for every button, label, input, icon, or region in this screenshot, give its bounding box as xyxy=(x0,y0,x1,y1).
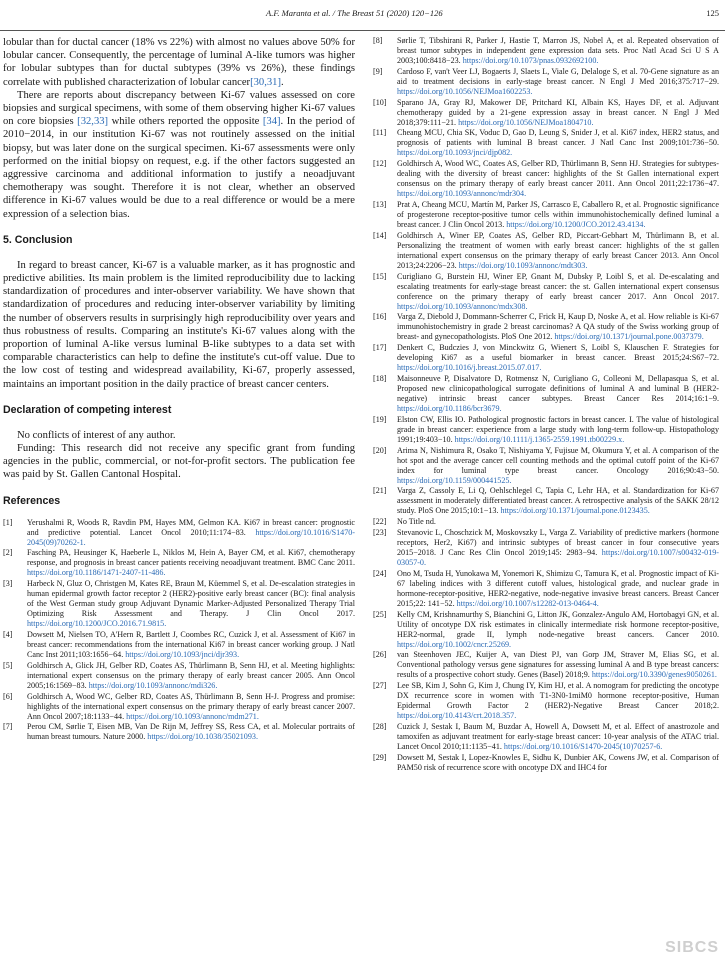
reference-item xyxy=(3,579,355,629)
running-title: A.F. Maranta et al. / The Breast 51 (2020) 120−126 xyxy=(266,8,443,18)
citation-link[interactable]: [30,31] xyxy=(250,76,281,88)
reference-citation: Cardoso F, van't Veer LJ, Bogaerts J, Slaets L, Viale G, Delaloge S, et al. 70-Gene signature as an aid to treatment decisions in early-stage breast cancer. N Engl J Med 2016;375:717−29. xyxy=(397,66,719,86)
text-run: lobular than for ductal cancer (18% vs 22%) with almost no values above 50% for lobular cancer. Consequently, the percentage of luminal A-like tumors was higher for lobular subtypes than for ductal subtypes (39% vs 26%), these findings correlate with published characterization of lobular cancer xyxy=(3,37,355,88)
reference-text xyxy=(397,128,719,158)
doi-link[interactable]: https://doi.org/10.1007/s12282-013-0464-4. xyxy=(456,598,599,608)
reference-number: [6] xyxy=(3,691,13,701)
reference-citation: Cuzick J, Sestak I, Baum M, Buzdar A, Howell A, Dowsett M, et al. Effect of anastrozole and tamoxifen as adjuvant treatment for early-stage breast cancer: 10-year analysis of the ATAC trial. Lancet Oncol 2010;11:1135−41. xyxy=(397,721,719,751)
doi-link[interactable]: https://doi.org/10.1093/annonc/mdi326. xyxy=(88,680,218,690)
reference-item xyxy=(373,98,719,128)
doi-link[interactable]: https://doi.org/10.1111/j.1365-2559.1991.tb00229.x. xyxy=(454,434,625,444)
paragraph-lobular xyxy=(3,36,355,89)
reference-item xyxy=(373,610,719,650)
reference-number: [20] xyxy=(373,445,387,455)
reference-number: [7] xyxy=(3,722,13,732)
reference-text xyxy=(397,272,719,312)
reference-text xyxy=(397,374,719,414)
reference-citation: van Steenhoven JEC, Kuijer A, van Diest PJ, van Gorp JM, Straver M, Elias SG, et al. Conventional pathology versus gene signatures for assessing luminal A and B type breast cancers: results of a prospective cohort study. Genes (Basel) 2018;9. xyxy=(397,650,719,680)
reference-citation: Varga Z, Diebold J, Dommann-Scherrer C, Frick H, Kaup D, Noske A, et al. How reliable is Ki-67 immunohistochemistry in grade 2 breast carcinomas? A QA study of the Swiss working group of breast- and gynecopathologists. PloS One 2012. xyxy=(397,312,719,342)
reference-number: [12] xyxy=(373,159,387,169)
doi-link[interactable]: https://doi.org/10.1093/annonc/mdx308. xyxy=(397,301,528,311)
reference-number: [25] xyxy=(373,609,387,619)
reference-number: [4] xyxy=(3,630,13,640)
reference-item xyxy=(373,681,719,721)
doi-link[interactable]: https://doi.org/10.1200/JCO.2012.43.4134. xyxy=(506,219,646,229)
reference-text xyxy=(397,36,719,66)
reference-number: [16] xyxy=(373,312,387,322)
reference-number: [23] xyxy=(373,527,387,537)
doi-link[interactable]: https://doi.org/10.3390/genes9050261. xyxy=(591,670,717,680)
reference-number: [18] xyxy=(373,373,387,383)
reference-number: [3] xyxy=(3,579,13,589)
doi-link[interactable]: https://doi.org/10.1056/NEJMoa1804710. xyxy=(458,117,594,127)
reference-number: [1] xyxy=(3,517,13,527)
reference-item xyxy=(3,518,355,548)
reference-citation: No Title nd. xyxy=(397,517,436,527)
reference-citation: Fasching PA, Heusinger K, Haeberle L, Niklos M, Hein A, Bayer CM, et al. Ki67, chemotherapy response, and prognosis in breast cancer patients receiving neoadjuvant treatment. BMC Canc 2011. xyxy=(27,548,355,568)
page-number: 125 xyxy=(706,8,719,18)
doi-link[interactable]: https://doi.org/10.1093/jnci/djp082. xyxy=(397,148,513,158)
reference-item xyxy=(373,272,719,312)
reference-text xyxy=(397,517,719,527)
reference-number: [26] xyxy=(373,650,387,660)
doi-link[interactable]: https://doi.org/10.1200/JCO.2016.71.9815. xyxy=(27,619,167,629)
reference-item xyxy=(373,159,719,199)
reference-citation: Sørlie T, Tibshirani R, Parker J, Hastie T, Marron JS, Nobel A, et al. Repeated observation of breast tumor subtypes in independent gene expression data sets. Proc Natl Acad Sci U S A 2003;100:8418−23. xyxy=(397,36,719,65)
reference-item xyxy=(373,569,719,609)
reference-text xyxy=(397,681,719,721)
reference-item xyxy=(373,517,719,527)
text-run: . xyxy=(280,76,284,88)
reference-item xyxy=(373,312,719,342)
reference-number: [22] xyxy=(373,517,387,527)
reference-item xyxy=(3,661,355,691)
reference-text xyxy=(397,722,719,752)
reference-item xyxy=(373,650,719,680)
reference-text xyxy=(397,343,719,373)
header-rule xyxy=(0,30,725,31)
reference-citation: Denkert C, Budczies J, von Minckwitz G, Wienert S, Loibl S, Klauschen F. Strategies for developing Ki67 as a useful biomarker in breast cancer. Breast 2015;24:S67−72. xyxy=(397,343,719,363)
doi-link[interactable]: https://doi.org/10.1007/s00432-019-03057-0. xyxy=(397,547,719,567)
reference-text xyxy=(397,486,719,516)
reference-item xyxy=(373,67,719,97)
reference-text xyxy=(27,579,355,629)
left-column xyxy=(3,36,355,743)
reference-item xyxy=(373,374,719,414)
reference-number: [2] xyxy=(3,548,13,558)
conclusion-heading: 5. Conclusion xyxy=(3,233,73,246)
reference-text xyxy=(397,200,719,230)
reference-citation: Varga Z, Cassoly E, Li Q, Oehlschlegel C, Tapia C, Lehr HA, et al. Standardization for Ki-67 assessment in moderately differentiated breast cancer. A retrospective analysis of the SAKK 28/12 study. PloS One 2015;10:1−13. xyxy=(397,486,719,516)
reference-text xyxy=(397,312,719,342)
reference-citation: Goldhirsch A, Wood WC, Coates AS, Gelber RD, Thürlimann B, Senn HJ. Strategies for subtypes-dealing with the diversity of breast cancer: highlights of the St Gallen international expert consensus on the primary therapy of early breast cancer 2011. Ann Oncol 2011;22:1736−47. xyxy=(397,159,719,189)
reference-text xyxy=(397,231,719,271)
paragraph-conclusion: In regard to breast cancer, Ki-67 is a valuable marker, as it has prognostic and predictive abilities. Its main problem is the limited reproducibility due to lacking standardization of procedures and inter-observer variability. We have shown that standardization of procedures and reducing inter-observer variability by limiting the number of observers results in surprisingly high reproducibility over years and thus robustness of results. Comparing an institute's Ki-67 values along with the proportion of luminal A-like versus luminal B-like subtypes to a data set with comparable characteristics can help to define the institute's cut-off value. Due to the low cost of testing and widespread availability, Ki-67, properly assessed, maintains an important position in the daily practice of breast cancer centers. xyxy=(3,259,355,390)
reference-citation: Lee SB, Kim J, Sohn G, Kim J, Chung IY, Kim HJ, et al. A nomogram for predicting the oncotype DX recurrence score in women with T1-3N0-1miM0 hormone receptor-positive, Human Epidermal Growth Factor 2 (HER2)-Negative Breast Cancer 2018;2. xyxy=(397,681,719,711)
reference-number: [11] xyxy=(373,128,387,138)
reference-text xyxy=(27,630,355,660)
reference-citation: Curigliano G, Burstein HJ, Winer EP, Gnant M, Dubsky P, Loibl S, et al. De-escalating and escalating treatments for early-stage breast cancer: the st. Gallen international expert consensus conference on the primary therapy of early breast cancer 2017. Ann Oncol 2017. xyxy=(397,271,719,301)
reference-citation: Goldhirsch A, Wood WC, Gelber RD, Coates AS, Thürlimann B, Senn H-J. Progress and promise: highlights of the international expert consensus on the primary therapy of early breast cancer 2007. Ann Oncol 2007;18:1133−44. xyxy=(27,691,355,721)
reference-number: [14] xyxy=(373,230,387,240)
doi-link[interactable]: https://doi.org/10.1093/annonc/mdm271. xyxy=(126,711,259,721)
reference-text xyxy=(27,518,355,548)
doi-link[interactable]: https://doi.org/10.1002/cncr.25269. xyxy=(397,639,512,649)
doi-link[interactable]: https://doi.org/10.1016/S1470-2045(10)70257-6. xyxy=(503,741,663,751)
reference-citation: Goldhirsch A, Winer EP, Coates AS, Gelber RD, Piccart-Gebhart M, Thürlimann B, et al. Personalizing the treatment of women with early breast cancer: highlights of the st gallen international expert consensus on the primary therapy of early breast Cancer 2013. Ann Oncol 2013;24:2206−23. xyxy=(397,230,719,270)
reference-text xyxy=(397,753,719,773)
reference-number: [17] xyxy=(373,343,387,353)
reference-number: [13] xyxy=(373,199,387,209)
reference-number: [21] xyxy=(373,486,387,496)
reference-number: [29] xyxy=(373,752,387,762)
paragraph-conflicts: No conflicts of interest of any author. xyxy=(17,429,176,441)
reference-text xyxy=(397,415,719,445)
reference-citation: Dowsett M, Nielsen TO, A'Hern R, Bartlett J, Coombes RC, Cuzick J, et al. Assessment of Ki67 in breast cancer: recommendations from the international Ki67 in breast cancer working group. J Natl Canc Inst 2011;103:1656−64. xyxy=(27,630,355,660)
doi-link[interactable]: https://doi.org/10.1093/jnci/djr393. xyxy=(125,650,240,660)
reference-list-left xyxy=(3,518,355,743)
doi-link[interactable]: https://doi.org/10.1056/NEJMoa1602253. xyxy=(397,86,533,96)
doi-link[interactable]: https://doi.org/10.1038/35021093. xyxy=(147,732,258,742)
reference-item xyxy=(373,753,719,773)
reference-number: [8] xyxy=(373,36,383,45)
competing-interest-heading: Declaration of competing interest xyxy=(3,403,172,416)
doi-link[interactable]: https://doi.org/10.1093/annonc/mdr304. xyxy=(397,189,527,199)
reference-citation: Yerushalmi R, Woods R, Ravdin PM, Hayes MM, Gelmon KA. Ki67 in breast cancer: prognostic and predictive potential. Lancet Oncol 2010;11:174−83. xyxy=(27,517,355,537)
reference-text xyxy=(397,159,719,199)
doi-link[interactable]: https://doi.org/10.1186/bcr3679. xyxy=(397,403,502,413)
reference-text xyxy=(397,67,719,97)
reference-number: [24] xyxy=(373,568,387,578)
reference-citation: Ono M, Tsuda H, Yunokawa M, Yonemori K, Shimizu C, Tamura K, et al. Prognostic impact of Ki-67 labeling indices with 3 different cutoff values, histological grade, and nuclear grade in hormone-receptor-positive, HER2-negative, node-negative invasive breast cancers. Breast Cancer 2015;22: 141−52. xyxy=(397,568,719,608)
reference-item xyxy=(373,415,719,445)
reference-number: [5] xyxy=(3,660,13,670)
reference-number: [15] xyxy=(373,271,387,281)
right-column xyxy=(373,36,719,774)
reference-citation: Cheang MCU, Chia SK, Voduc D, Gao D, Leung S, Snider J, et al. Ki67 index, HER2 status, and prognosis of patients with luminal B breast cancer. J Natl Canc Inst 2009;101:736−50. xyxy=(397,128,719,148)
watermark-logo: SIBCS xyxy=(665,939,719,956)
reference-item xyxy=(373,231,719,271)
reference-citation: Prat A, Cheang MCU, Martín M, Parker JS, Carrasco E, Caballero R, et al. Prognostic significance of progesterone receptor-positive tumor cells within immunohistochemically defined luminal a breast cancer. J Clin Oncol 2013. xyxy=(397,199,719,229)
reference-item xyxy=(373,343,719,373)
reference-citation: Arima N, Nishimura R, Osako T, Nishiyama Y, Fujisue M, Okumura Y, et al. A comparison of the hot spot and the average cancer cell counting methods and the optimal cutoff point of the Ki-67 index for luminal type breast cancer. Oncology 2016;90:43−50. xyxy=(397,445,719,475)
doi-link[interactable]: https://doi.org/10.1186/1471-2407-11-486. xyxy=(27,568,166,578)
reference-number: [10] xyxy=(373,97,387,107)
reference-item xyxy=(373,486,719,516)
doi-link[interactable]: https://doi.org/10.1016/S1470-2045(09)70262-1. xyxy=(27,527,355,547)
reference-item xyxy=(373,128,719,158)
reference-citation: Elston CW, Ellis IO. Pathological prognostic factors in breast cancer. I. The value of histological grade in breast cancer: experience from a large study with long-term follow-up. Histopathology 1991;19:403−10. xyxy=(397,414,719,444)
reference-text xyxy=(397,528,719,568)
reference-citation: Dowsett M, Sestak I, Lopez-Knowles E, Sidhu K, Dunbier AK, Cowens JW, et al. Comparison of PAM50 risk of recurrence score with oncotype DX and IHC4 for xyxy=(397,752,719,772)
reference-item xyxy=(3,548,355,578)
paragraph-funding: Funding: This research did not receive any specific grant from funding agencies in the public, commercial, or not-for-profit sectors. The publication fee was paid by St. Gallen Cantonal Hospital. xyxy=(3,443,355,481)
reference-text xyxy=(397,569,719,609)
running-header xyxy=(0,8,725,22)
reference-item xyxy=(373,36,719,66)
text-run: while others reported the opposite xyxy=(108,116,263,128)
reference-number: [9] xyxy=(373,66,383,76)
reference-text xyxy=(397,610,719,650)
reference-citation: Kelly CM, Krishnamurthy S, Bianchini G, Litton JK, Gonzalez-Angulo AM, Hortobagyi GN, et al. Utility of oncotype DX risk estimates in clinically intermediate risk hormone receptor-positive, HER2-normal, grade II, lymph node-negative breast cancers. Cancer 2010. xyxy=(397,609,719,639)
doi-link[interactable]: https://doi.org/10.1159/000441525. xyxy=(397,475,512,485)
reference-item xyxy=(3,630,355,660)
reference-citation: Stevanovic L, Choschzick M, Moskovszky L, Varga Z. Variability of predictive markers (hormone receptors, Her2, Ki67) and intrinsic subtypes of breast cancer in four consecutive years 2015−2018. J Canc Res Clin Oncol 2019;145: 2983−94. xyxy=(397,527,719,557)
reference-item xyxy=(3,722,355,742)
reference-text xyxy=(27,661,355,691)
reference-item xyxy=(373,446,719,486)
reference-text xyxy=(27,722,355,742)
reference-number: [27] xyxy=(373,681,387,691)
reference-citation: Perou CM, Sørlie T, Eisen MB, Van De Rijn M, Jeffrey SS, Ress CA, et al. Molecular portraits of human breast tumours. Nature 2000. xyxy=(27,722,355,742)
doi-link[interactable]: https://doi.org/10.1016/j.breast.2015.07.017. xyxy=(397,363,542,373)
reference-item xyxy=(3,692,355,722)
citation-link[interactable]: [34] xyxy=(262,116,281,128)
reference-number: [28] xyxy=(373,721,387,731)
references-heading: References xyxy=(3,494,61,507)
reference-text xyxy=(397,446,719,486)
doi-link[interactable]: https://doi.org/10.1093/annonc/mdt303. xyxy=(458,260,588,270)
reference-item xyxy=(373,722,719,752)
reference-number: [19] xyxy=(373,414,387,424)
reference-text xyxy=(397,98,719,128)
text-run: There are reports about discrepancy between Ki-67 values assessed on core biopsies and surgical specimens, with some of them observing higher Ki-67 values on core biopsies xyxy=(3,89,355,128)
reference-list-right xyxy=(373,36,719,773)
citation-link[interactable]: [32,33] xyxy=(77,116,109,128)
reference-text xyxy=(27,548,355,578)
doi-link[interactable]: https://doi.org/10.1073/pnas.0932692100. xyxy=(462,56,599,65)
reference-citation: Maisonneuve P, Disalvatore D, Rotmensz N, Curigliano G, Colleoni M, Dellapasqua S, et al. Proposed new clinicopathological surrogate definitions of luminal A and luminal B (HER2-negative) intrinsic breast cancer subtypes. Breast Cancer Res 2014;16:1−9. xyxy=(397,373,719,403)
doi-link[interactable]: https://doi.org/10.1371/journal.pone.0037379. xyxy=(554,332,704,342)
doi-link[interactable]: https://doi.org/10.4143/crt.2018.357. xyxy=(397,711,517,721)
paragraph-discrepancy xyxy=(3,89,355,221)
reference-text xyxy=(397,650,719,680)
reference-text xyxy=(27,692,355,722)
doi-link[interactable]: https://doi.org/10.1371/journal.pone.0123435. xyxy=(500,506,650,516)
reference-citation: Sparano JA, Gray RJ, Makower DF, Pritchard KI, Albain KS, Hayes DF, et al. Adjuvant chemotherapy guided by a 21-gene expression assay in breast cancer. N Engl J Med 2018;379:111−21. xyxy=(397,97,719,127)
reference-item xyxy=(373,200,719,230)
reference-citation: Goldhirsch A, Glick JH, Gelber RD, Coates AS, Thürlimann B, Senn HJ, et al. Meeting highlights: international expert consensus on the primary therapy of early breast cancer 2005. Ann Oncol 2005;16:1569−83. xyxy=(27,660,355,690)
text-run: . In the period of 2010−2014, in our institution Ki-67 was not routinely assessed on the initial biopsy, but was later done on the surgical specimen. Ki-67 assessments were only performed on the initial biopsy on request, e.g. if the other factors suggested an aggressive carcinoma and additional information to justify a neoadjuvant chemotherapy was sought. Therefore it is not clear, whether an observed difference in Ki-67 values would be due to a real difference or would be a mere expression of a selection bias. xyxy=(3,116,355,220)
reference-citation: Harbeck N, Gluz O, Christgen M, Kates RE, Braun M, Küemmel S, et al. De-escalation strategies in human epidermal growth factor receptor 2 (HER2)-positive early breast cancer (BC): final analysis of the West German study group Adjuvant Dynamic Marker-Adjusted Personalized Therapy Trial Optimizing Risk Assessment and Therapy. J Clin Oncol 2017. xyxy=(27,579,355,619)
reference-item xyxy=(373,528,719,568)
